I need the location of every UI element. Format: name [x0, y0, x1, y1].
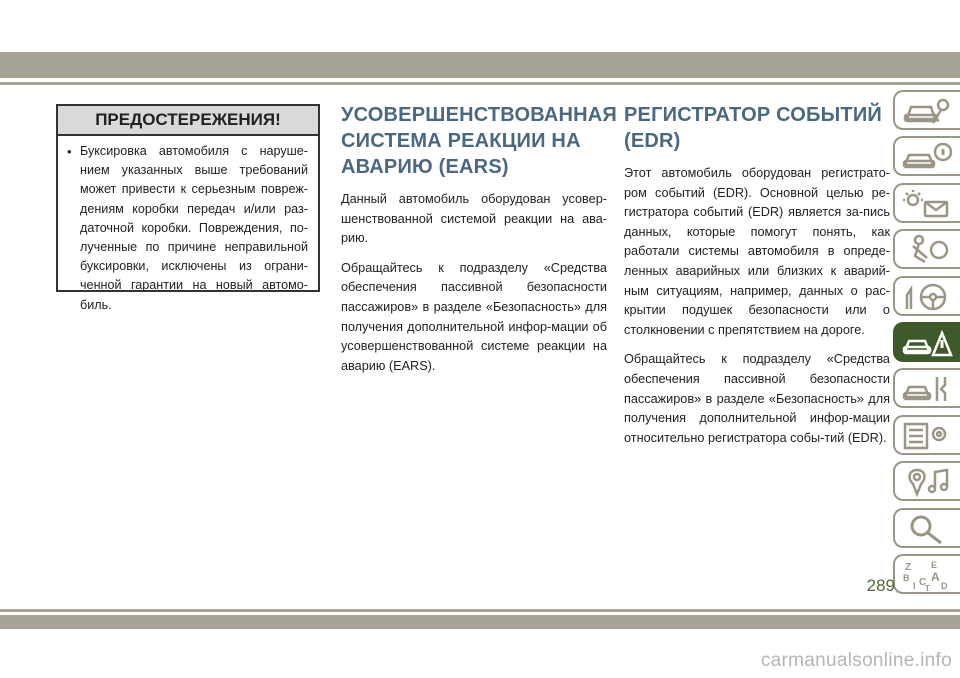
edr-paragraph-1: Этот автомобиль оборудован регистрато-ром событий (EDR). Основной целью ре-гистратора событий (EDR) является за-пись данных, которые помогут понять, как работали системы автомобиля в опреде-ленных аварийных или близких к аварий-ным ситуациям, например, данных о рас-крытии подушек безопасности или о столкновении с препятствием на дороге.: [624, 166, 890, 337]
tab-search[interactable]: [893, 508, 960, 548]
page-number: 289: [866, 576, 895, 595]
warning-body: [58, 136, 318, 315]
bottom-decor-line: [0, 609, 960, 612]
maintenance-list-icon: [901, 420, 953, 452]
edr-heading: РЕГИСТРАТОР СОБЫТИЙ (EDR): [624, 104, 882, 152]
top-decor-band: [0, 52, 960, 78]
car-key-icon: [901, 95, 953, 127]
edr-section: [624, 102, 890, 458]
svg-text:T: T: [925, 583, 930, 591]
chapter-tabs: [893, 90, 960, 600]
tab-service-tools[interactable]: [893, 368, 960, 408]
svg-text:C: C: [919, 576, 927, 588]
edr-paragraph-2: Обращайтесь к подразделу «Средства обеспечения пассивной безопасности пассажиров» в разделе «Безопасность» для получения дополнительной инфор-мации относительно регистратора собы-тий (EDR).: [624, 352, 890, 445]
svg-text:I: I: [913, 580, 916, 591]
warning-box: [56, 104, 320, 312]
car-info-icon: [901, 141, 953, 173]
warning-bullet: •: [67, 144, 72, 159]
language-index-icon: [901, 559, 953, 591]
svg-text:Z: Z: [905, 561, 912, 573]
multimedia-icon: [901, 466, 953, 498]
svg-text:B: B: [903, 572, 910, 583]
warning-text: Буксировка автомобиля с наруше-нием указанных выше требований может привести к серьезным повреж-дениям коробки передач и/или раз-даточной коробки. Повреждения, по-лученные по причине неправильной буксировки, исключены из ограни-ченной гарантии на новый автомо-биль.: [80, 144, 308, 312]
ears-section: [341, 102, 618, 386]
tab-language-index[interactable]: [893, 554, 960, 594]
svg-text:D: D: [941, 580, 948, 591]
watermark: carmanualsonline.info: [760, 650, 952, 671]
tab-multimedia[interactable]: [893, 461, 960, 501]
ears-paragraph-2: Обращайтесь к подразделу «Средства обеспечения пассивной безопасности пассажиров» в разделе «Безопасность» для получения дополнительной инфор-мации об усовершенствованной системе реакции на аварию (EARS).: [341, 260, 607, 373]
tab-maintenance[interactable]: [893, 415, 960, 455]
tab-car-info[interactable]: [893, 136, 960, 176]
top-decor-line: [0, 82, 960, 85]
steering-wheel-icon: [901, 281, 953, 313]
ears-paragraph-1: Данный автомобиль оборудован усовер-шенствованной системой реакции на ава-рию.: [341, 192, 607, 246]
tab-car-key[interactable]: [893, 90, 960, 130]
seatbelt-airbag-icon: [901, 234, 953, 266]
emergency-car-icon: [901, 327, 953, 359]
bottom-decor-band: [0, 615, 960, 629]
service-tools-icon: [901, 373, 953, 405]
tab-warning-lights[interactable]: [893, 183, 960, 223]
ears-heading: УСОВЕРШЕНСТВОВАННАЯ СИСТЕМА РЕАКЦИИ НА АВАРИЮ (EARS): [341, 104, 618, 178]
warning-title: ПРЕДОСТЕРЕЖЕНИЯ!: [58, 106, 318, 136]
svg-text:A: A: [931, 569, 940, 584]
tab-steering-wheel[interactable]: [893, 276, 960, 316]
warning-lights-icon: [901, 188, 953, 220]
tab-seatbelt-airbag[interactable]: [893, 229, 960, 269]
search-index-icon: [901, 513, 953, 545]
tab-emergency[interactable]: [893, 322, 960, 362]
svg-text:E: E: [931, 559, 938, 570]
